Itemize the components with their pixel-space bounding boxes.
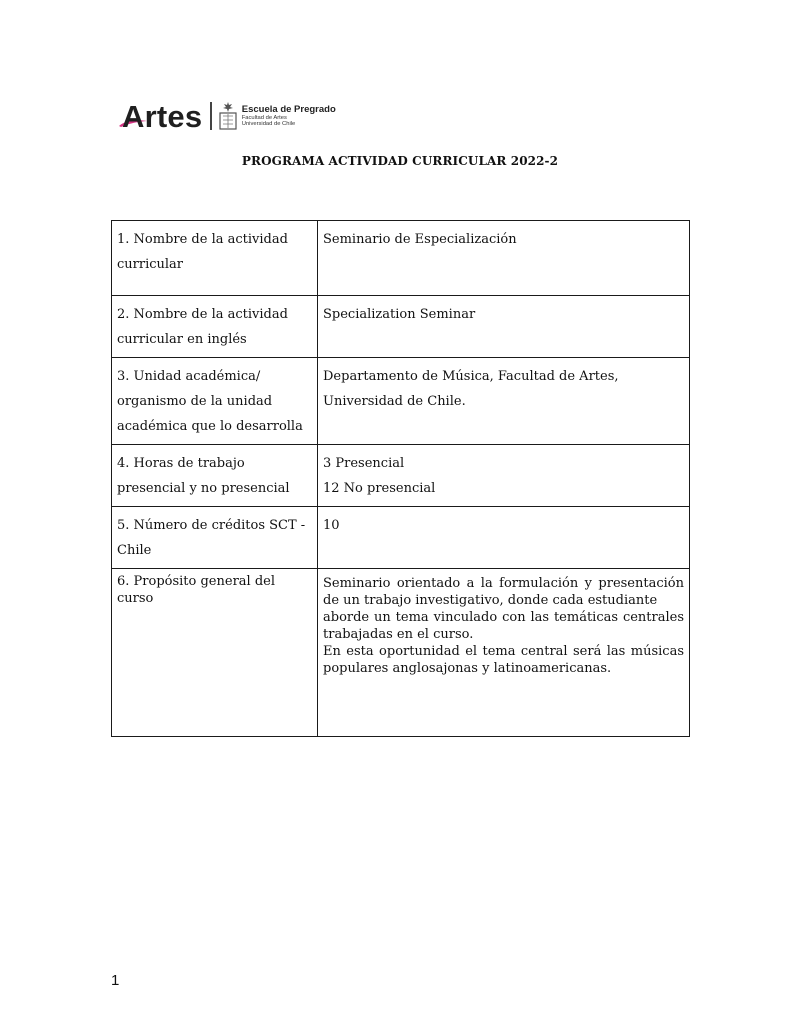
row-value-sct-credits: 10 <box>318 507 690 569</box>
page-number: 1 <box>111 972 120 989</box>
row-value-academic-unit: Departamento de Música, Facultad de Artes, Universidad de Chile. <box>318 358 690 445</box>
row-value-work-hours <box>318 445 690 507</box>
table-row <box>112 569 690 737</box>
row-label-academic-unit: 3. Unidad académica/ organismo de la unidad académica que lo desarrolla <box>112 358 318 445</box>
curricular-program-table <box>111 220 690 737</box>
university-seal-icon <box>218 101 238 131</box>
table-row <box>112 221 690 296</box>
logo-wordmark <box>122 98 203 134</box>
row-label-course-purpose: 6. Propósito general del curso <box>112 569 318 737</box>
row-label-activity-name: 1. Nombre de la actividad curricular <box>112 221 318 296</box>
logo-separator <box>210 102 212 130</box>
logo-university-name: Universidad de Chile <box>241 120 296 127</box>
purpose-paragraph: Seminario orientado a la formulación y presentación de un trabajo investigativo, donde cada estudiante <box>323 576 684 608</box>
work-hours-no-presencial: 12 No presencial <box>323 481 436 496</box>
purpose-paragraph: aborde un tema vinculado con las temáticas centrales trabajadas en el curso. <box>323 610 684 642</box>
row-value-activity-name-english: Specialization Seminar <box>318 296 690 358</box>
logo-faculty-name: Facultad de Artes <box>241 114 287 121</box>
logo-text-block <box>242 105 336 127</box>
table-row <box>112 296 690 358</box>
document-title: PROGRAMA ACTIVIDAD CURRICULAR 2022-2 <box>241 154 559 168</box>
work-hours-presencial: 3 Presencial <box>323 456 405 471</box>
logo-school-name: Escuela de Pregrado <box>241 103 336 115</box>
table-row <box>112 445 690 507</box>
purpose-paragraph: En esta oportunidad el tema central será las músicas populares anglosajonas y latinoamericanas. <box>323 644 684 676</box>
row-label-activity-name-english: 2. Nombre de la actividad curricular en inglés <box>112 296 318 358</box>
row-label-sct-credits: 5. Número de créditos SCT - Chile <box>112 507 318 569</box>
table-row <box>112 358 690 445</box>
table-row <box>112 507 690 569</box>
logo-word-text: Artes <box>122 98 203 134</box>
row-value-activity-name: Seminario de Especialización <box>318 221 690 296</box>
row-value-course-purpose <box>318 569 690 737</box>
row-label-work-hours: 4. Horas de trabajo presencial y no presencial <box>112 445 318 507</box>
faculty-logo <box>122 98 336 134</box>
